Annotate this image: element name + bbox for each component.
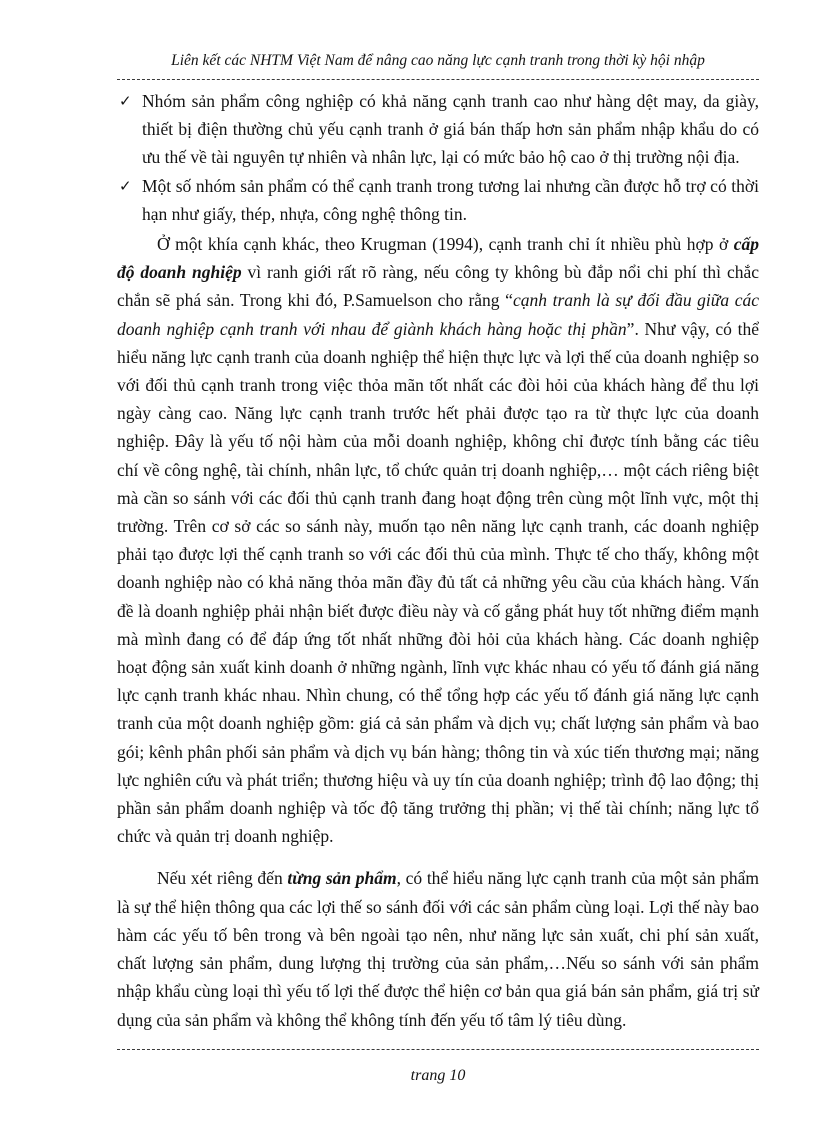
emphasis-text: cấp độ doanh nghiệp: [117, 234, 759, 283]
paragraph-text: Nếu xét riêng đến: [157, 868, 288, 889]
paragraph-text: vì ranh giới rất rõ ràng, nếu công ty không bù đắp nổi chi phí thì chắc chắn sẽ phá sản. Trong khi đó, P.Samuelson cho rằng “: [117, 262, 760, 311]
paragraph-text: ”. Như vậy, có thể hiểu năng lực cạnh tranh của doanh nghiệp thể hiện thực lực và lợi thế của doanh nghiệp so với đối thủ cạnh tranh trong việc thỏa mãn tốt nhất các đòi hỏi của khách hàng để thu lợi ngày càng cao. Năng lực cạnh tranh trước hết phải được tạo ra từ thực lực của doanh nghiệp. Đây là yếu tố nội hàm của mỗi doanh nghiệp, không chỉ được tính bằng các tiêu chí về công nghệ, tài chính, nhân lực, tổ chức quản trị doanh nghiệp,… một cách riêng biệt mà cần so sánh với các đối thủ cạnh tranh đang hoạt động trên cùng một lĩnh vực, một thị trường. Trên cơ sở các so sánh này, muốn tạo nên năng lực cạnh tranh, các doanh nghiệp phải tạo được lợi thế cạnh tranh so với các đối thủ của mình. Thực tế cho thấy, không một doanh nghiệp nào có khả năng thỏa mãn đầy đủ tất cả những yêu cầu của khách hàng. Vấn đề là doanh nghiệp phải nhận biết được điều này và cố gắng phát huy tốt những điểm mạnh mà mình đang có để đáp ứng tốt nhất những đòi hỏi của khách hàng. Các doanh nghiệp hoạt động sản xuất kinh doanh ở những ngành, lĩnh vực khác nhau có yếu tố đánh giá năng lực cạnh tranh khác nhau. Nhìn chung, có thể tổng hợp các yếu tố đánh giá năng lực cạnh tranh của một doanh nghiệp gồm: giá cả sản phẩm và dịch vụ; chất lượng sản phẩm và bao gói; kênh phân phối sản phẩm và dịch vụ bán hàng; thông tin và xúc tiến thương mại; năng lực nghiên cứu và phát triển; thương hiệu và uy tín của doanh nghiệp; trình độ lao động; thị phần sản phẩm doanh nghiệp và tốc độ tăng trưởng thị phần; vị thế tài chính; năng lực tổ chức và quản trị doanh nghiệp.: [117, 318, 759, 847]
bullet-item: [117, 87, 759, 172]
page-number: trang 10: [410, 1067, 466, 1084]
running-header: Liên kết các NHTM Việt Nam để nâng cao năng lực cạnh tranh trong thời kỳ hội nhập: [171, 52, 705, 69]
check-mark-icon: ✓: [119, 92, 132, 110]
paragraph-text: , có thể hiểu năng lực cạnh tranh của một sản phẩm là sự thể hiện thông qua các lợi thế so sánh đối với các sản phẩm cùng loại. Lợi thế này bao hàm các yếu tố bên trong và bên ngoài tạo nên, như năng lực sản xuất, chi phí sản xuất, chất lượng sản phẩm, dung lượng thị trường của sản phẩm,…Nếu so sánh với sản phẩm nhập khẩu cùng loại thì yếu tố lợi thế được thể hiện cơ bản qua giá bán sản phẩm, giá trị sử dụng của sản phẩm và không thể không tính đến yếu tố tâm lý tiêu dùng.: [117, 868, 759, 1030]
bullet-text: Một số nhóm sản phẩm có thể cạnh tranh trong tương lai nhưng cần được hỗ trợ có thời hạn như giấy, thép, nhựa, công nghệ thông tin.: [142, 175, 759, 224]
footer-divider: [117, 1049, 759, 1050]
header-divider: [117, 79, 759, 80]
body-text: [117, 87, 759, 1034]
bullet-text: Nhóm sản phẩm công nghiệp có khả năng cạnh tranh cao như hàng dệt may, da giày, thiết bị điện thường chủ yếu cạnh tranh ở giá bán thấp hơn sản phẩm nhập khẩu do có ưu thế về tài nguyên tự nhiên và nhân lực, lại có mức bảo hộ cao ở thị trường nội địa.: [142, 91, 759, 168]
paragraph: [117, 230, 759, 850]
emphasis-text: từng sản phẩm: [287, 868, 397, 889]
paragraph-text: Ở một khía cạnh khác, theo Krugman (1994), cạnh tranh chỉ ít nhiều phù hợp ở: [157, 234, 734, 255]
bullet-item: [117, 172, 759, 228]
check-mark-icon: ✓: [119, 176, 132, 195]
quote-text: cạnh tranh là sự đối đầu giữa các doanh nghiệp cạnh tranh với nhau để giành khách hàng hoặc thị phần: [117, 290, 759, 339]
paragraph: [117, 864, 759, 1033]
